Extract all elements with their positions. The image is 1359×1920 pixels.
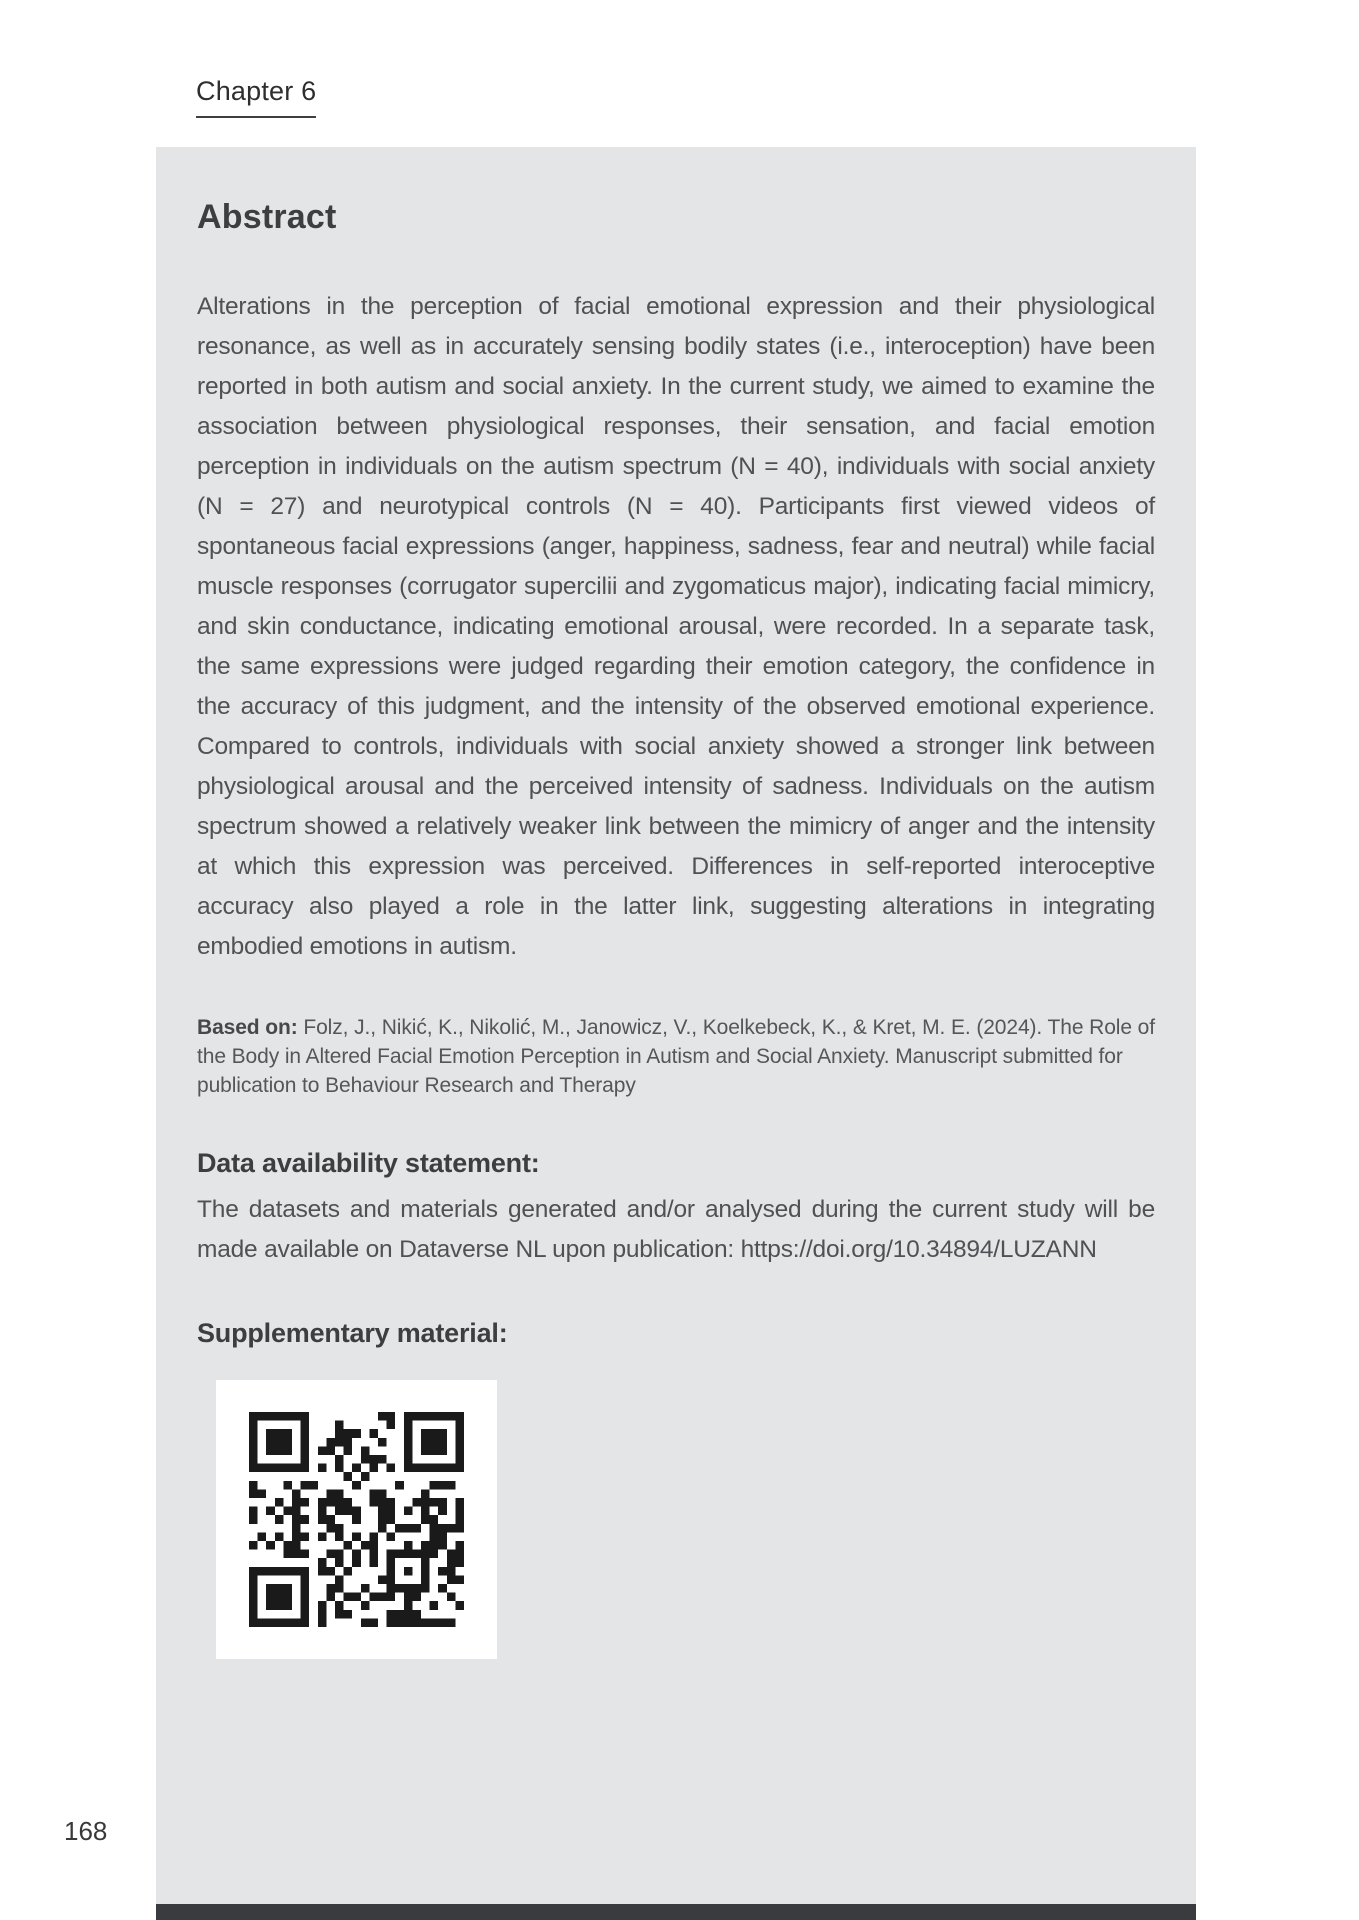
qr-code bbox=[216, 1380, 497, 1659]
abstract-panel bbox=[156, 147, 1196, 1904]
chapter-label: Chapter 6 bbox=[196, 76, 316, 118]
footer-bar bbox=[156, 1904, 1196, 1920]
data-availability-body: The datasets and materials generated and/or analysed during the current study will be made available on Dataverse NL upon publication: bbox=[197, 1196, 1155, 1263]
supplementary-heading: Supplementary material: bbox=[197, 1318, 508, 1348]
doi-link[interactable]: https://doi.org/10.34894/LUZANN bbox=[740, 1236, 1097, 1263]
abstract-title: Abstract bbox=[197, 198, 337, 236]
data-availability-text bbox=[197, 1190, 1155, 1270]
qr-code-pattern bbox=[249, 1412, 464, 1627]
based-on-text: Folz, J., Nikić, K., Nikolić, M., Janowicz, V., Koelkebeck, K., & Kret, M. E. (2024). The Role of the Body in Altered Facial Emotion Perception in Autism and Social Anxiety. Manuscript submitted for publication to Behaviour Research and Therapy bbox=[197, 1016, 1155, 1097]
chapter-header bbox=[196, 76, 316, 118]
abstract-text: Alterations in the perception of facial emotional expression and their physiological resonance, as well as in accurately sensing bodily states (i.e., interoception) have been reported in both autism and social anxiety. In the current study, we aimed to examine the association between physiological responses, their sensation, and facial emotion perception in individuals on the autism spectrum (N = 40), individuals with social anxiety (N = 27) and neurotypical controls (N = 40). Participants first viewed videos of spontaneous facial expressions (anger, happiness, sadness, fear and neutral) while facial muscle responses (corrugator supercilii and zygomaticus major), indicating facial mimicry, and skin conductance, indicating emotional arousal, were recorded. In a separate task, the same expressions were judged regarding their emotion category, the confidence in the accuracy of this judgment, and the intensity of the observed emotional experience. Compared to controls, individuals with social anxiety showed a stronger link between physiological arousal and the perceived intensity of sadness. Individuals on the autism spectrum showed a relatively weaker link between the mimicry of anger and the intensity at which this expression was perceived. Differences in self-reported interoceptive accuracy also played a role in the latter link, suggesting alterations in integrating embodied emotions in autism. bbox=[197, 293, 1155, 960]
based-on-citation bbox=[197, 1013, 1155, 1100]
page-number: 168 bbox=[64, 1816, 108, 1846]
data-availability-heading: Data availability statement: bbox=[197, 1148, 540, 1178]
based-on-label: Based on: bbox=[197, 1016, 298, 1039]
